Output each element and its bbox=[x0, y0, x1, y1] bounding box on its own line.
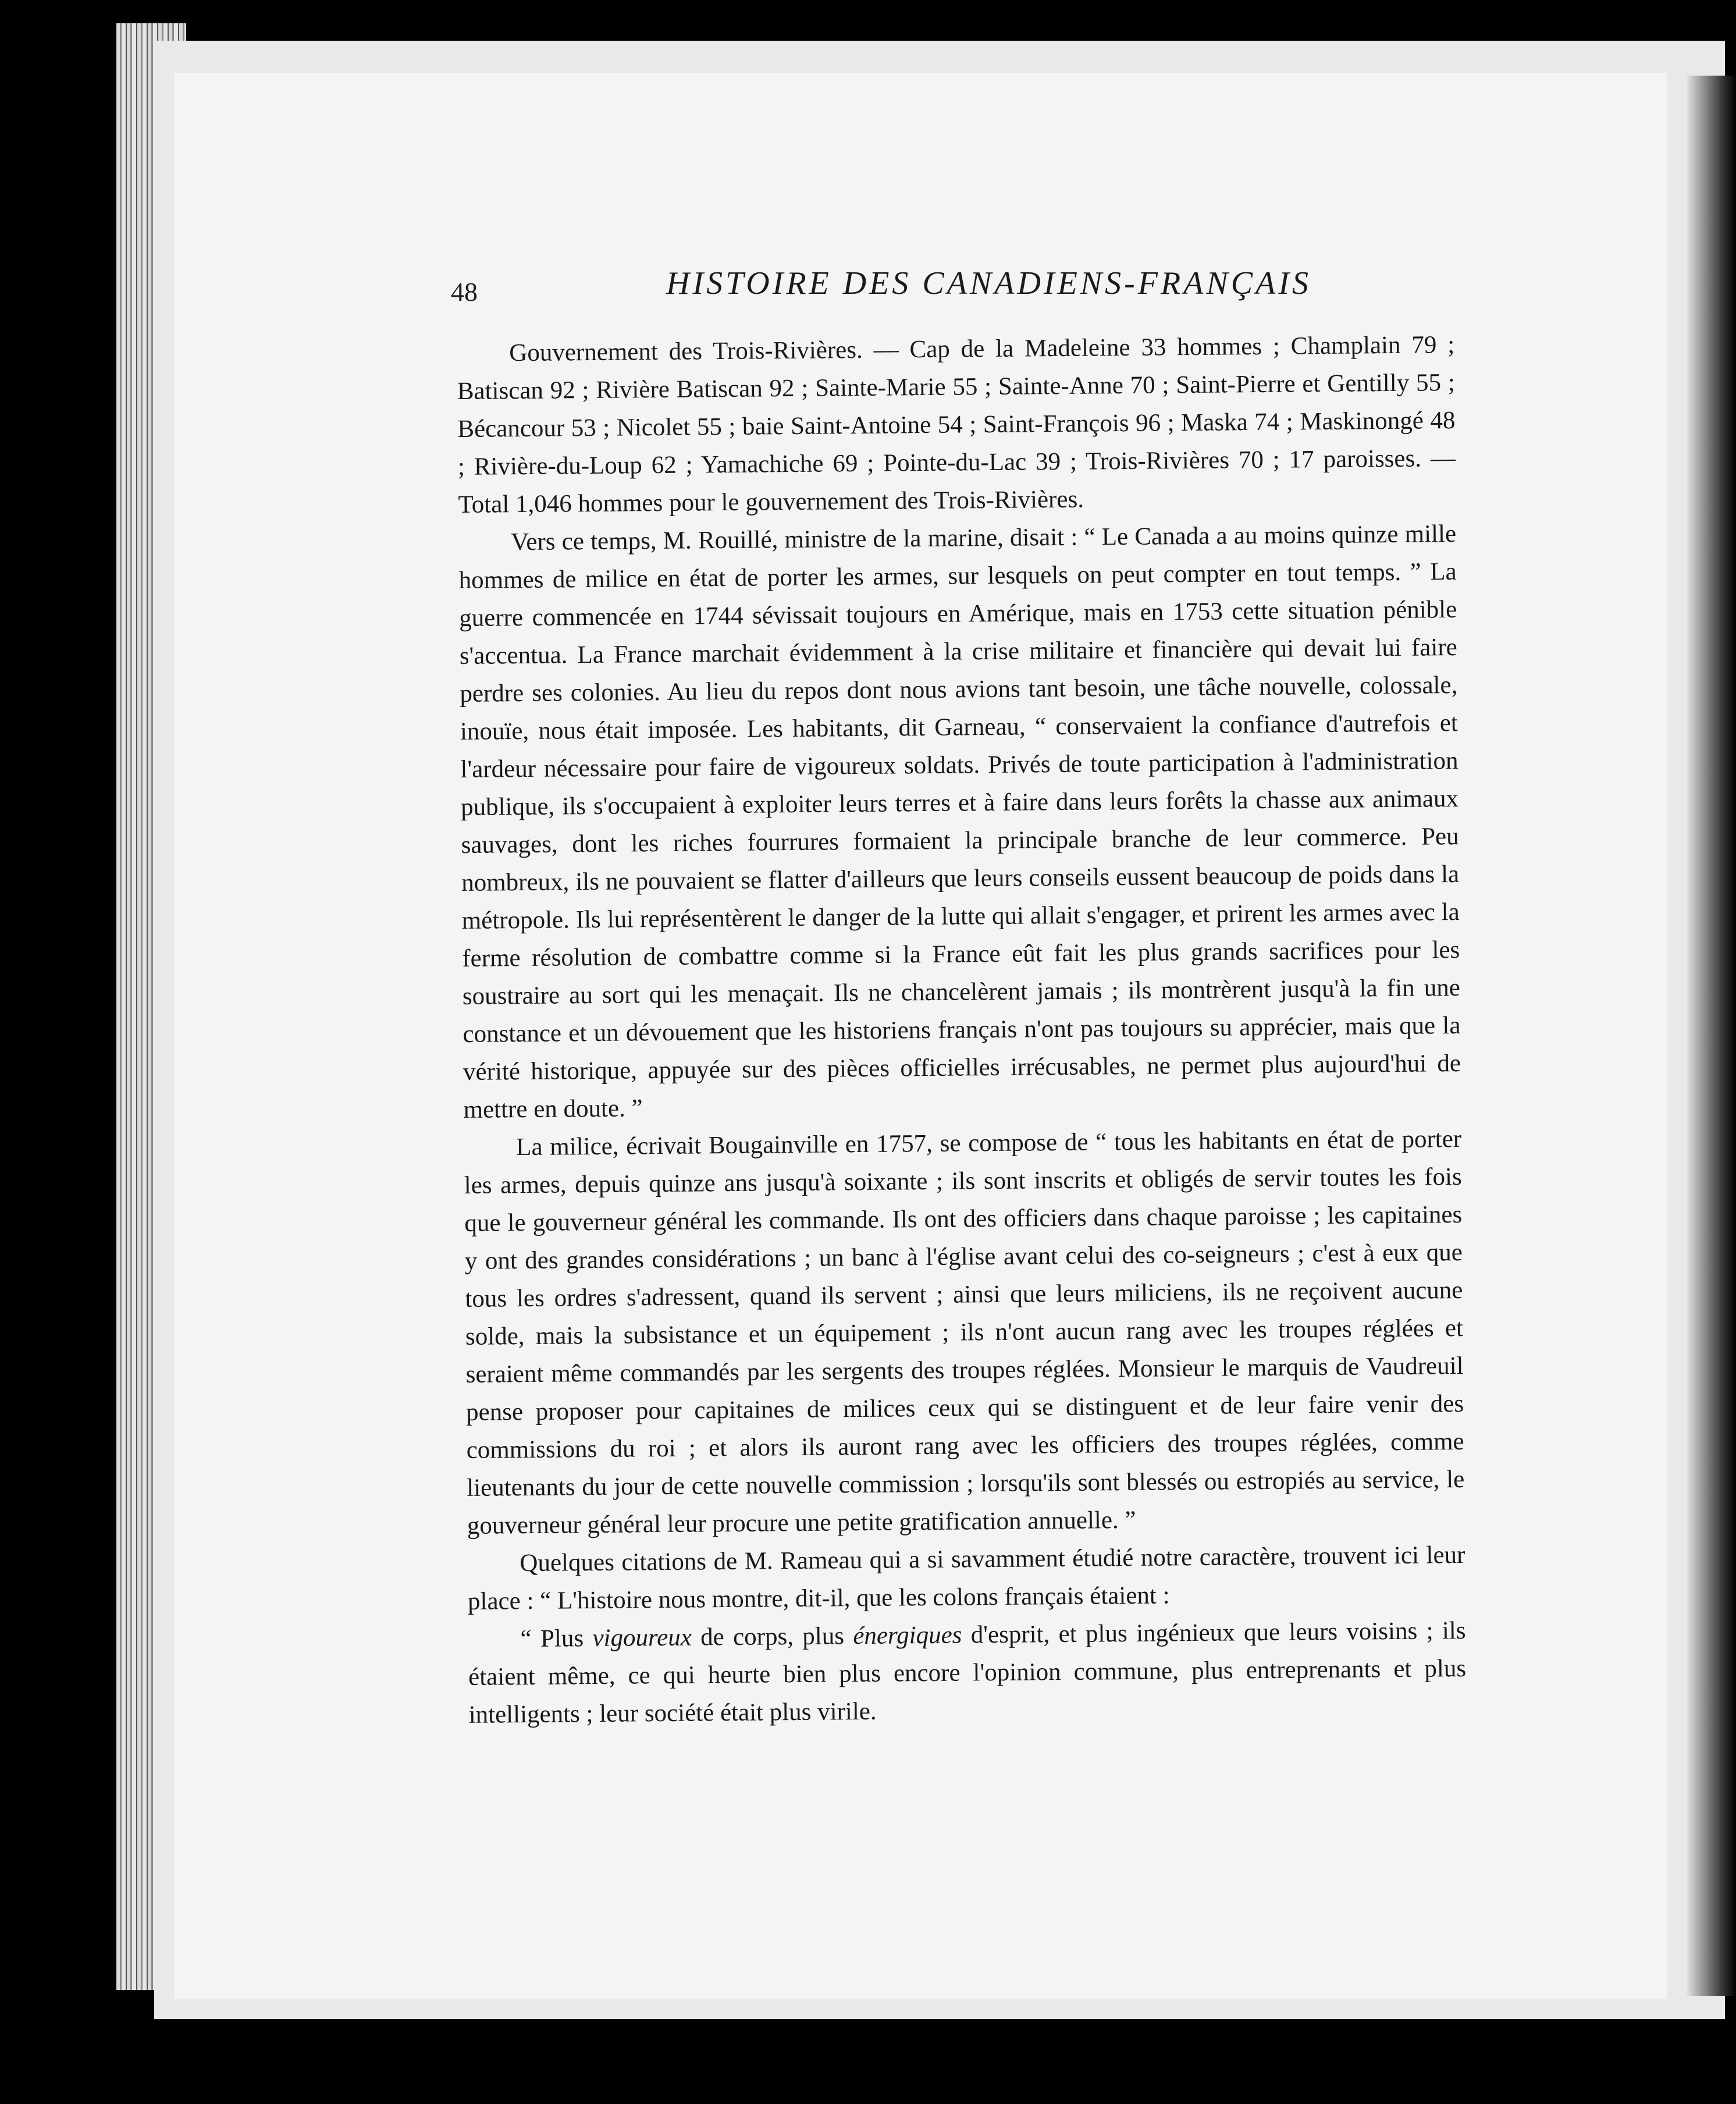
page-number: 48 bbox=[451, 277, 478, 307]
paragraph-trois-rivieres: Gouvernement des Trois-Rivières. — Cap de la Madeleine 33 hommes ; Champlain 79 ; Batiscan 92 ; Rivière Batiscan 92 ; Sainte-Marie 55 ; Sainte-Anne 70 ; Saint-Pierre et Gentilly 55 ; Bécancour 53 ; Nicolet 55 ; baie Saint-Antoine 54 ; Saint-François 96 ; Maska 74 ; Maskinongé 48 ; Rivière-du-Loup 62 ; Yamachiche 69 ; Pointe-du-Lac 39 ; Trois-Rivières 70 ; 17 paroisses. — Total 1,046 hommes pour le gouvernement des Trois-Rivières. bbox=[457, 331, 1456, 518]
quote-text: d'esprit, et plus ingénieux que leurs voisins ; ils étaient même, ce qui heurte bien plus encore l'opinion commune, plus entreprenants et plus intelligents ; leur société était plus virile. bbox=[468, 1616, 1467, 1729]
paragraph-quote bbox=[468, 1612, 1467, 1734]
quote-text: “ Plus bbox=[520, 1625, 593, 1653]
running-title: HISTOIRE DES CANADIENS-FRANÇAIS bbox=[666, 265, 1311, 301]
paragraph-rameau: Quelques citations de M. Rameau qui a si savamment étudié notre caractère, trouvent ici leur place : “ L'histoire nous montre, dit-il, que les colons français étaient : bbox=[467, 1541, 1465, 1615]
page-header bbox=[451, 265, 1311, 311]
body-text bbox=[457, 326, 1467, 1734]
binding-shadow bbox=[1687, 76, 1736, 1996]
paragraph-bougainville: La milice, écrivait Bougainville en 1757, se compose de “ tous les habitants en état de porter les armes, depuis quinze ans jusqu'à soixante ; ils sont inscrits et obligés de servir toutes les fois que le gouverneur général les commande. Ils ont des officiers dans chaque paroisse ; les capitaines y ont des grandes considérations ; un banc à l'église avant celui des co-seigneurs ; c'est à eux que tous les ordres s'adressent, quand ils servent ; ainsi que leurs miliciens, ils ne reçoivent aucune solde, mais la subsistance et un équipement ; ils n'ont aucun rang avec les troupes réglées et seraient même commandés par les sergents des troupes réglées. Monsieur le marquis de Vaudreuil pense proposer pour capitaines de milices ceux qui se distinguent et de leur faire venir des commissions du roi ; et alors ils auront rang avec les officiers des troupes réglées, comme lieutenants du jour de cette nouvelle commission ; lorsqu'ils sont blessés ou estropiés au service, le gouverneur général leur procure une petite gratification annuelle. ” bbox=[464, 1125, 1465, 1540]
quote-emphasis: énergiques bbox=[853, 1621, 962, 1650]
quote-text: de corps, plus bbox=[691, 1622, 853, 1651]
paragraph-rouille: Vers ce temps, M. Rouillé, ministre de la marine, disait : “ Le Canada a au moins quinze mille hommes de milice en état de porter les armes, sur lesquels on peut compter en tout temps. ” La guerre commencée en 1744 sévissait toujours en Amérique, mais en 1753 cette situation pénible s'accentua. La France marchait évidemment à la crise militaire et financière qui devait lui faire perdre ses colonies. Au lieu du repos dont nous avions tant besoin, une tâche nouvelle, colossale, inouïe, nous était imposée. Les habitants, dit Garneau, “ conservaient la confiance d'autrefois et l'ardeur nécessaire pour faire de vigoureux soldats. Privés de toute participation à l'administration publique, ils s'occupaient à exploiter leurs terres et à faire dans leurs forêts la chasse aux animaux sauvages, dont les riches fourrures formaient la principale branche de leur commerce. Peu nombreux, ils ne pouvaient se flatter d'ailleurs que leurs conseils eussent beaucoup de poids dans la métropole. Ils lui représentèrent le danger de la lutte qui allait s'engager, et prirent les armes avec la ferme résolution de combattre comme si la France eût fait les plus grands sacrifices pour les soustraire au sort qui les menaçait. Ils ne chancelèrent jamais ; ils montrèrent jusqu'à la fin une constance et un dévouement que les historiens français n'ont pas toujours su apprécier, mais que la vérité historique, appuyée sur des pièces officielles irrécusables, ne permet plus aujourd'hui de mettre en doute. ” bbox=[458, 520, 1461, 1124]
quote-emphasis: vigoureux bbox=[592, 1623, 692, 1652]
